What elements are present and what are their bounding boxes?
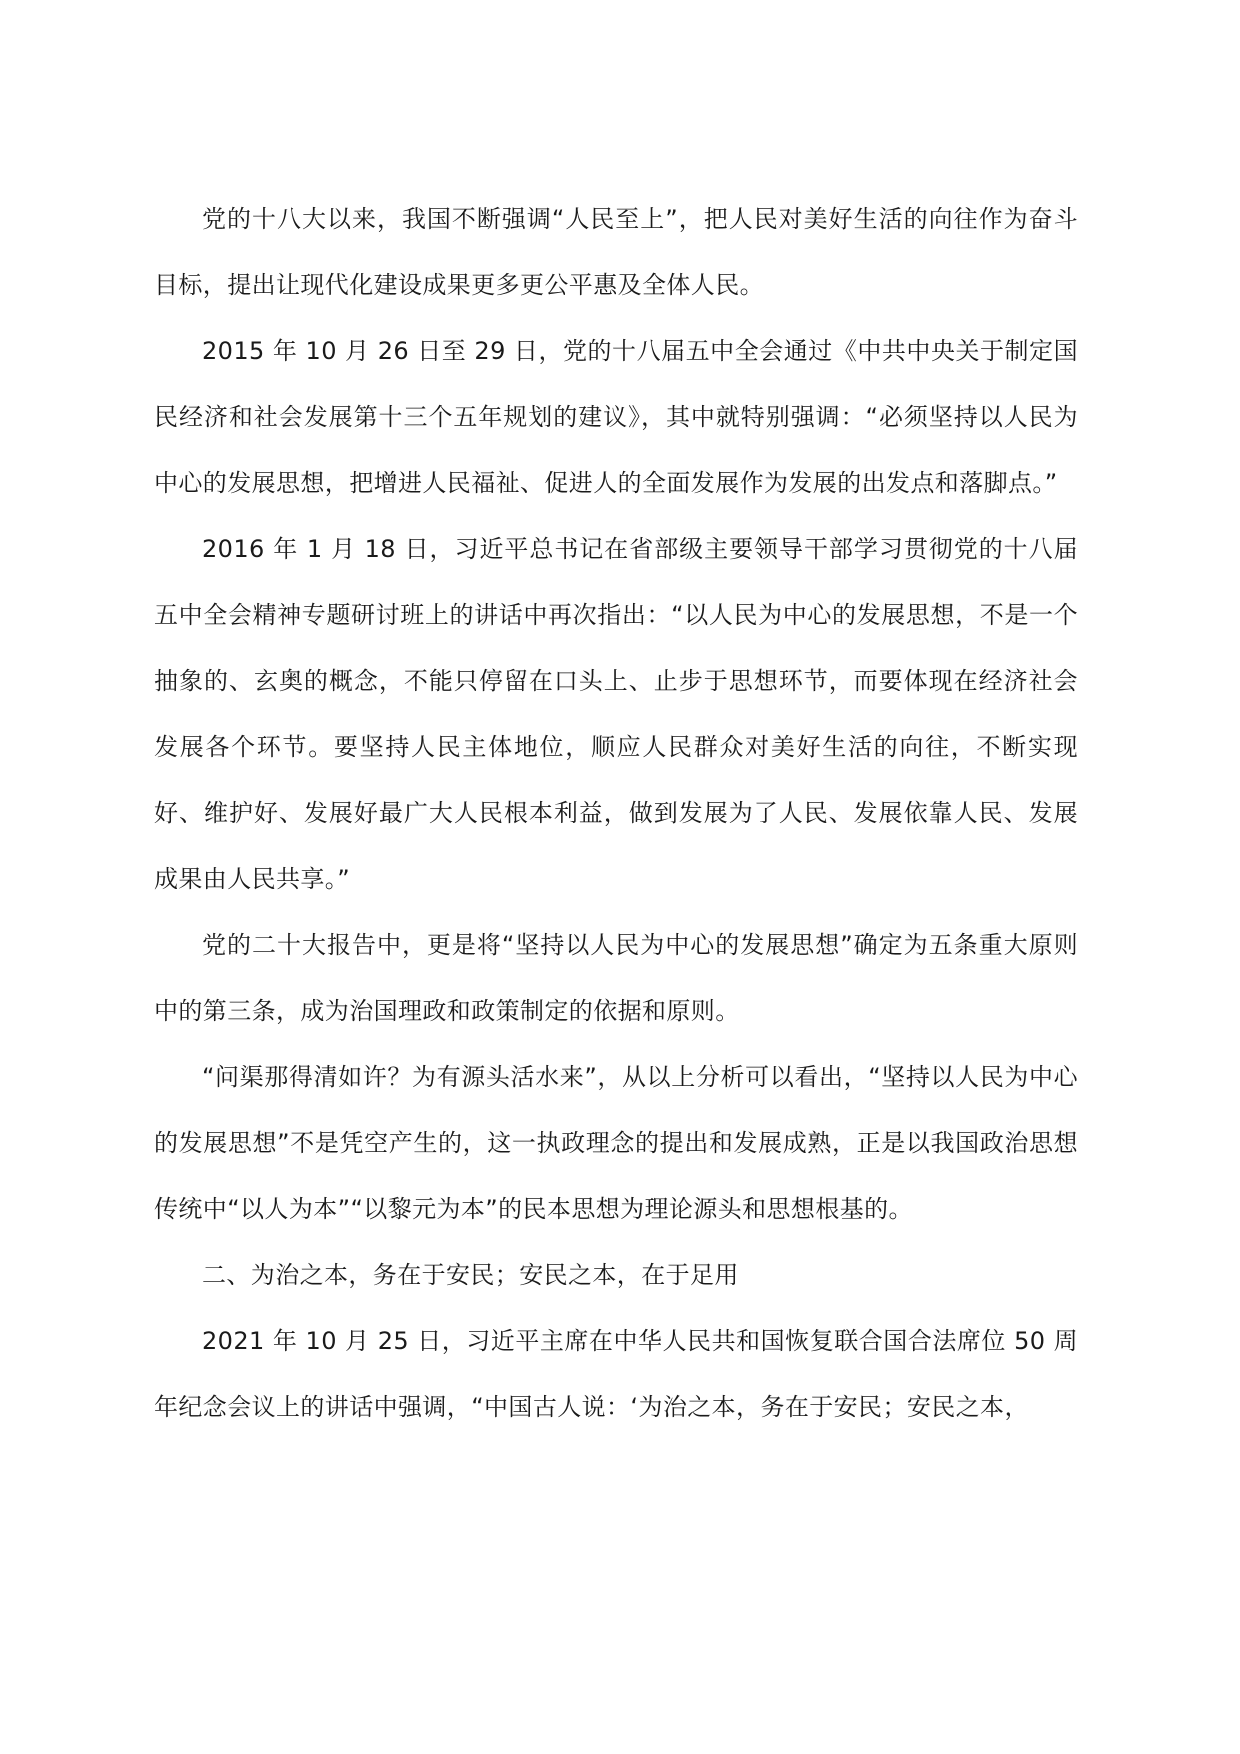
paragraph-twentieth-congress: 党的二十大报告中，更是将“坚持以人民为中心的发展思想”确定为五条重大原则中的第三条，成为治国理政和政策制定的依据和原则。 — [154, 931, 1078, 1025]
paragraph-speech-2016: 2016 年 1 月 18 日，习近平总书记在省部级主要领导干部学习贯彻党的十八届五中全会精神专题研讨班上的讲话中再次指出：“以人民为中心的发展思想，不是一个抽象的、玄奥的概念，不能只停留在口头上、止步于思想环节，而要体现在经济社会发展各个环节。要坚持人民主体地位，顺应人民群众对美好生活的向往，不断实现好、维护好、发展好最广大人民根本利益，做到发展为了人民、发展依靠人民、发展成果由人民共享。” — [154, 535, 1078, 893]
section-heading-2: 二、为治之本，务在于安民；安民之本，在于足用 — [202, 1261, 739, 1289]
document-body — [154, 186, 1078, 1440]
paragraph-fifth-plenum-2015: 2015 年 10 月 26 日至 29 日，党的十八届五中全会通过《中共中央关于制定国民经济和社会发展第十三个五年规划的建议》，其中就特别强调：“必须坚持以人民为中心的发展思想，把增进人民福祉、促进人的全面发展作为发展的出发点和落脚点。” — [154, 337, 1078, 497]
paragraph-source-analysis: “问渠那得清如许？为有源头活水来”，从以上分析可以看出，“坚持以人民为中心的发展思想”不是凭空产生的，这一执政理念的提出和发展成熟，正是以我国政治思想传统中“以人为本”“以黎元为本”的民本思想为理论源头和思想根基的。 — [154, 1063, 1078, 1223]
paragraph-un-speech-2021: 2021 年 10 月 25 日，习近平主席在中华人民共和国恢复联合国合法席位 50 周年纪念会议上的讲话中强调，“中国古人说：‘为治之本，务在于安民；安民之本， — [154, 1327, 1078, 1421]
paragraph-people-first: 党的十八大以来，我国不断强调“人民至上”，把人民对美好生活的向往作为奋斗目标，提出让现代化建设成果更多更公平惠及全体人民。 — [154, 205, 1078, 299]
